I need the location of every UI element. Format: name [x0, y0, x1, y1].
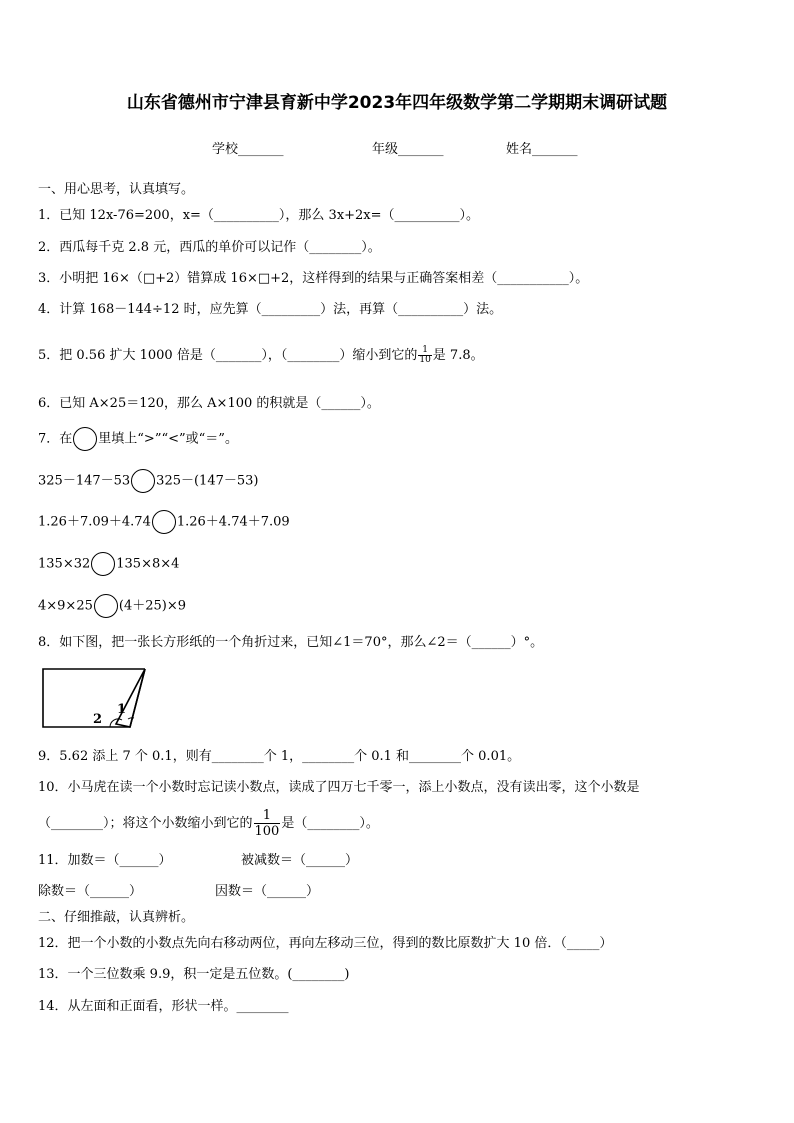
compare-right: (4＋25)×9	[118, 598, 186, 614]
question-13: 13．一个三位数乘 9.9，积一定是五位数。(________)	[38, 967, 350, 982]
compare-right: 1.26＋4.74＋7.09	[176, 514, 290, 530]
question-11-factor: 因数＝（______）	[215, 884, 320, 899]
compare-circle-input[interactable]	[152, 510, 176, 534]
question-10-line-2	[38, 805, 379, 843]
question-7-text-b: 里填上“>”“<”或“＝”。	[98, 431, 238, 447]
compare-row-1	[38, 469, 258, 494]
question-6: 6．已知 A×25＝120，那么 A×100 的积就是（______）。	[38, 396, 380, 411]
question-12: 12．把一个小数的小数点先向右移动两位，再向左移动三位，得到的数比原数扩大 10 倍．（_____）	[38, 936, 613, 951]
question-10-text-a: （________）；将这个小数缩小到它的	[38, 816, 253, 831]
question-10-text-b: 是（________）。	[281, 816, 379, 831]
compare-right: 325－(147－53)	[156, 473, 259, 489]
question-1: 1．已知 12x-76=200，x=（__________），那么 3x+2x=（__________）。	[38, 208, 480, 223]
question-4: 4．计算 168－144÷12 时，应先算（_________）法，再算（__________）法。	[38, 302, 503, 317]
fraction-1-10	[418, 346, 431, 365]
page-title: 山东省德州市宁津县育新中学2023年四年级数学第二学期期末调研试题	[126, 93, 668, 113]
compare-row-4	[38, 594, 186, 619]
fraction-1-100	[254, 808, 281, 839]
fraction-denominator: 10	[419, 355, 431, 365]
question-14: 14．从左面和正面看，形状一样。________	[38, 999, 289, 1014]
compare-circle-input[interactable]	[131, 469, 155, 493]
fraction-denominator: 100	[254, 824, 280, 839]
question-11-divisor: 除数＝（______）	[38, 884, 143, 899]
compare-row-3	[38, 552, 179, 577]
compare-left: 325－147－53	[38, 473, 131, 489]
compare-right: 135×8×4	[116, 556, 180, 572]
question-8: 8．如下图，把一张长方形纸的一个角折过来，已知∠1＝70°，那么∠2＝（______）°。	[38, 635, 544, 650]
school-field[interactable]: 学校_______	[212, 142, 284, 157]
answer-circle-icon	[73, 427, 97, 451]
question-7	[38, 427, 238, 452]
angle-2-label: 2	[93, 712, 103, 727]
compare-row-2	[38, 510, 290, 535]
question-5	[38, 344, 484, 368]
angle-1-label: 1	[117, 702, 127, 717]
name-field[interactable]: 姓名_______	[506, 142, 578, 157]
question-5-text-a: 5．把 0.56 扩大 1000 倍是（_______），（________）缩小到它的	[38, 348, 418, 363]
question-5-text-b: 是 7.8。	[432, 348, 484, 363]
question-10-line-1: 10．小马虎在读一个小数时忘记读小数点，读成了四万七千零一，添上小数点，没有读出零，这个小数是	[38, 780, 640, 795]
compare-left: 135×32	[38, 556, 91, 572]
compare-circle-input[interactable]	[91, 552, 115, 576]
question-3: 3．小明把 16×（□+2）错算成 16×□+2，这样得到的结果与正确答案相差（___________）。	[38, 271, 589, 286]
folded-paper-figure	[38, 664, 150, 730]
grade-field[interactable]: 年级_______	[372, 142, 444, 157]
question-9: 9．5.62 添上 7 个 0.1，则有________个 1，________个 0.1 和________个 0.01。	[38, 749, 521, 764]
compare-left: 4×9×25	[38, 598, 93, 614]
fraction-numerator: 1	[418, 346, 431, 356]
question-2: 2．西瓜每千克 2.8 元，西瓜的单价可以记作（________）。	[38, 240, 381, 255]
fraction-numerator: 1	[254, 808, 281, 824]
question-11-addend: 11．加数＝（______）	[38, 853, 172, 868]
compare-left: 1.26＋7.09＋4.74	[38, 514, 151, 530]
section-2-heading: 二、仔细推敲，认真辨析。	[38, 910, 195, 925]
question-7-text-a: 7．在	[38, 431, 73, 447]
section-1-heading: 一、用心思考，认真填写。	[38, 182, 195, 197]
question-11-minuend: 被减数＝（______）	[241, 853, 359, 868]
angle-1-arc	[128, 718, 134, 719]
compare-circle-input[interactable]	[94, 594, 118, 618]
